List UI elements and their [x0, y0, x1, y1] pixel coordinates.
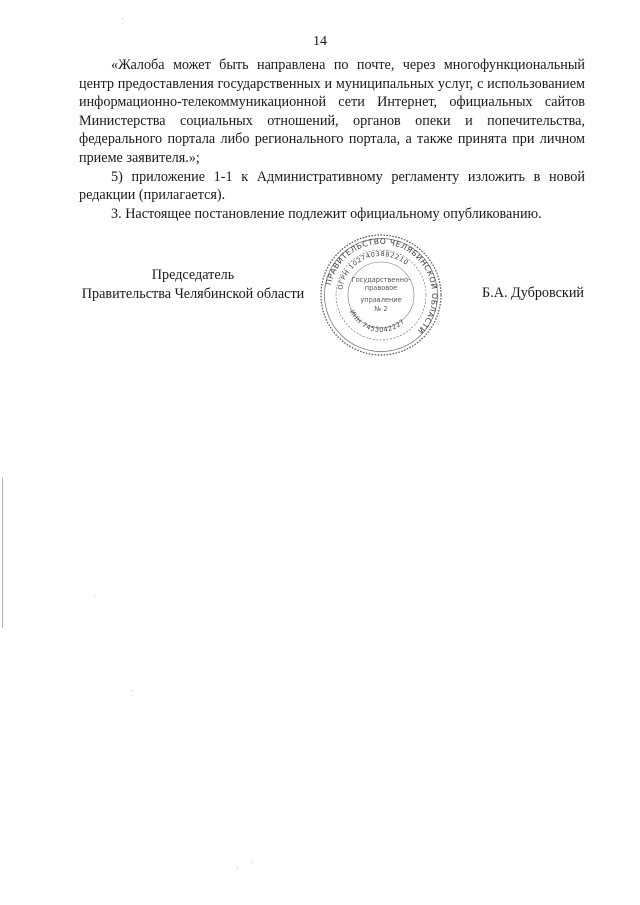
signatory-name: Б.А. Дубровский: [482, 285, 585, 301]
paragraph-appendix: 5) приложение 1-1 к Административному регламенту изложить в новой редакции (прилагается).: [79, 168, 585, 204]
page-number: 14: [313, 34, 327, 49]
scan-speck: [94, 596, 95, 597]
paragraph-complaint: «Жалоба может быть направлена по почте, через многофункциональный центр предоставления государственных и муниципальных услуг, с использованием информационно-телекоммуникационной сети Интернет, официальных сайтов Министерства социальных отношений, органов опеки и попечительства, федерального портала либо регионального портала, а также принята при личном приеме заявителя.»;: [79, 57, 585, 166]
paragraph-publication: 3. Настоящее постановление подлежит официальному опубликованию.: [111, 205, 542, 222]
seal-inn-text: ИНН 7453042227: [347, 308, 407, 334]
scan-edge-mark: [2, 478, 3, 628]
document-body: [79, 56, 585, 223]
scan-speck: [132, 690, 133, 691]
scan-speck: [237, 868, 238, 869]
seal-center-line-4: № 2: [374, 305, 388, 313]
scan-speck: [251, 862, 252, 863]
seal-outer-text: ПРАВИТЕЛЬСТВО ЧЕЛЯБИНСКОЙ ОБЛАСТИ: [324, 236, 440, 336]
signature-block: [0, 266, 640, 346]
scan-speck: [122, 18, 123, 19]
signatory-position: [73, 266, 313, 304]
seal-ogrn-text: ОГРН 1027403882210: [336, 249, 411, 291]
signatory-title: Председатель: [151, 267, 235, 283]
signatory-organization: Правительства Челябинской области: [81, 286, 305, 302]
seal-center-line-2: правовое: [364, 284, 398, 292]
seal-center-line-3: управление: [360, 296, 402, 304]
seal-center-line-1: Государственно-: [351, 276, 411, 284]
